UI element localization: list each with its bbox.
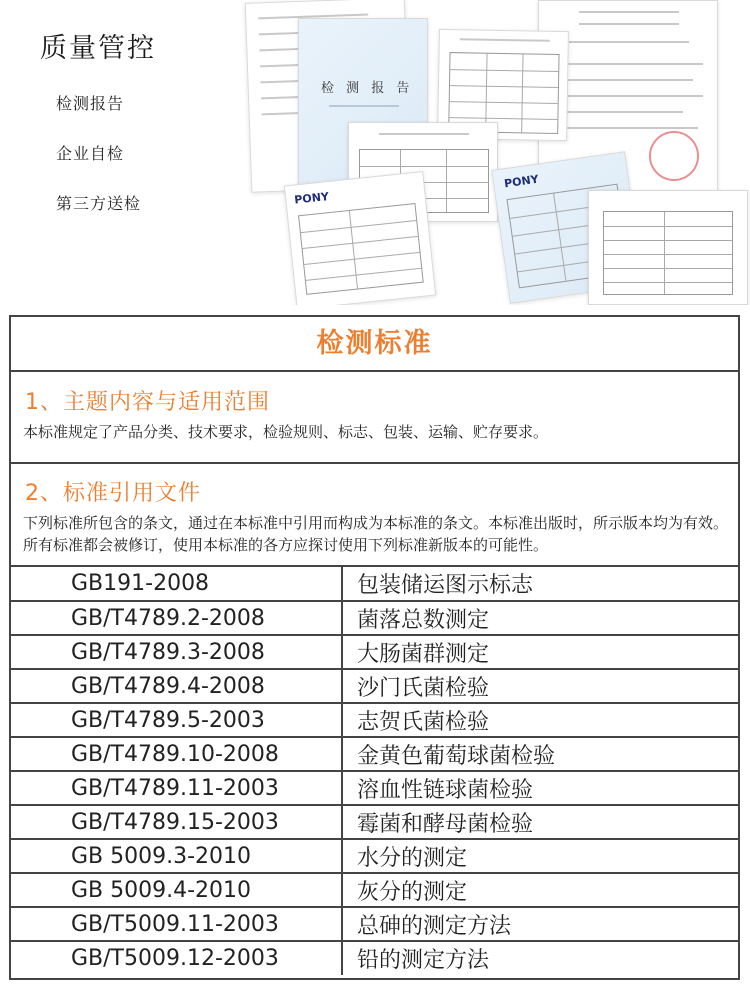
- table-row: [11, 567, 738, 601]
- table-row: [11, 839, 738, 873]
- standard-name: 包装储运图示标志: [342, 567, 738, 601]
- table-row: [11, 669, 738, 703]
- list-item-test-report: 检测报告: [56, 94, 125, 113]
- standard-code: GB/T5009.11-2003: [11, 907, 342, 941]
- standard-code: GB/T4789.5-2003: [11, 703, 342, 737]
- test-reports-collage: [238, 0, 750, 305]
- standard-code: GB/T4789.15-2003: [11, 805, 342, 839]
- section-heading: 2、标准引用文件: [25, 481, 201, 506]
- standard-name: 霉菌和酵母菌检验: [342, 805, 738, 839]
- table-row: [11, 771, 738, 805]
- standard-code: GB/T4789.3-2008: [11, 635, 342, 669]
- standard-code: GB/T4789.10-2008: [11, 737, 342, 771]
- report-sheet: [588, 190, 748, 305]
- section-references: [11, 464, 738, 567]
- standard-name: 金黄色葡萄球菌检验: [342, 737, 738, 771]
- section-heading: 1、主题内容与适用范围: [25, 390, 270, 415]
- table-row: [11, 907, 738, 941]
- list-item-third-party: 第三方送检: [56, 194, 142, 213]
- standard-name: 大肠菌群测定: [342, 635, 738, 669]
- standards-title: 检测标准: [11, 317, 738, 372]
- standard-name: 沙门氏菌检验: [342, 669, 738, 703]
- brand-logo: PONY: [503, 172, 540, 191]
- section-text: 下列标准所包含的条文，通过在本标准中引用而构成为本标准的条文。本标准出版时，所示版本均为有效。所有标准都会被修订，使用本标准的各方应探讨使用下列标准新版本的可能性。: [23, 514, 729, 554]
- standard-code: GB 5009.3-2010: [11, 839, 342, 873]
- quality-control-title: 质量管控: [40, 33, 156, 64]
- table-row: [11, 601, 738, 635]
- table-row: [11, 805, 738, 839]
- quality-control-list: [56, 92, 141, 242]
- table-row: [11, 873, 738, 907]
- section-text: 本标准规定了产品分类、技术要求，检验规则、标志、包装、运输、贮存要求。: [23, 423, 549, 441]
- table-row: [11, 941, 738, 975]
- section-scope: [11, 372, 738, 464]
- standard-name: 灰分的测定: [342, 873, 738, 907]
- standard-name: 总砷的测定方法: [342, 907, 738, 941]
- report-cover-title: 检 测 报 告: [321, 81, 414, 96]
- table-row: [11, 703, 738, 737]
- reference-table: [11, 567, 738, 975]
- standard-name: 溶血性链球菌检验: [342, 771, 738, 805]
- standards-box: [9, 315, 740, 980]
- standard-name: 铅的测定方法: [357, 948, 490, 973]
- quality-control-section: [0, 0, 750, 305]
- standard-code: GB/T4789.11-2003: [11, 771, 342, 805]
- seal-stamp-icon: [649, 131, 699, 181]
- standard-code: GB/T5009.12-2003: [11, 941, 342, 975]
- standard-name: 菌落总数测定: [342, 601, 738, 635]
- standard-code: GB191-2008: [11, 567, 342, 601]
- standard-code: GB/T4789.4-2008: [11, 669, 342, 703]
- list-item-self-inspection: 企业自检: [56, 144, 125, 163]
- table-row: [11, 635, 738, 669]
- standard-name: 水分的测定: [342, 839, 738, 873]
- standard-name: 志贺氏菌检验: [342, 703, 738, 737]
- standard-code: GB/T4789.2-2008: [11, 601, 342, 635]
- brand-logo: PONY: [293, 190, 330, 207]
- standard-code: GB 5009.4-2010: [11, 873, 342, 907]
- report-sheet: [284, 171, 436, 305]
- table-row: [11, 737, 738, 771]
